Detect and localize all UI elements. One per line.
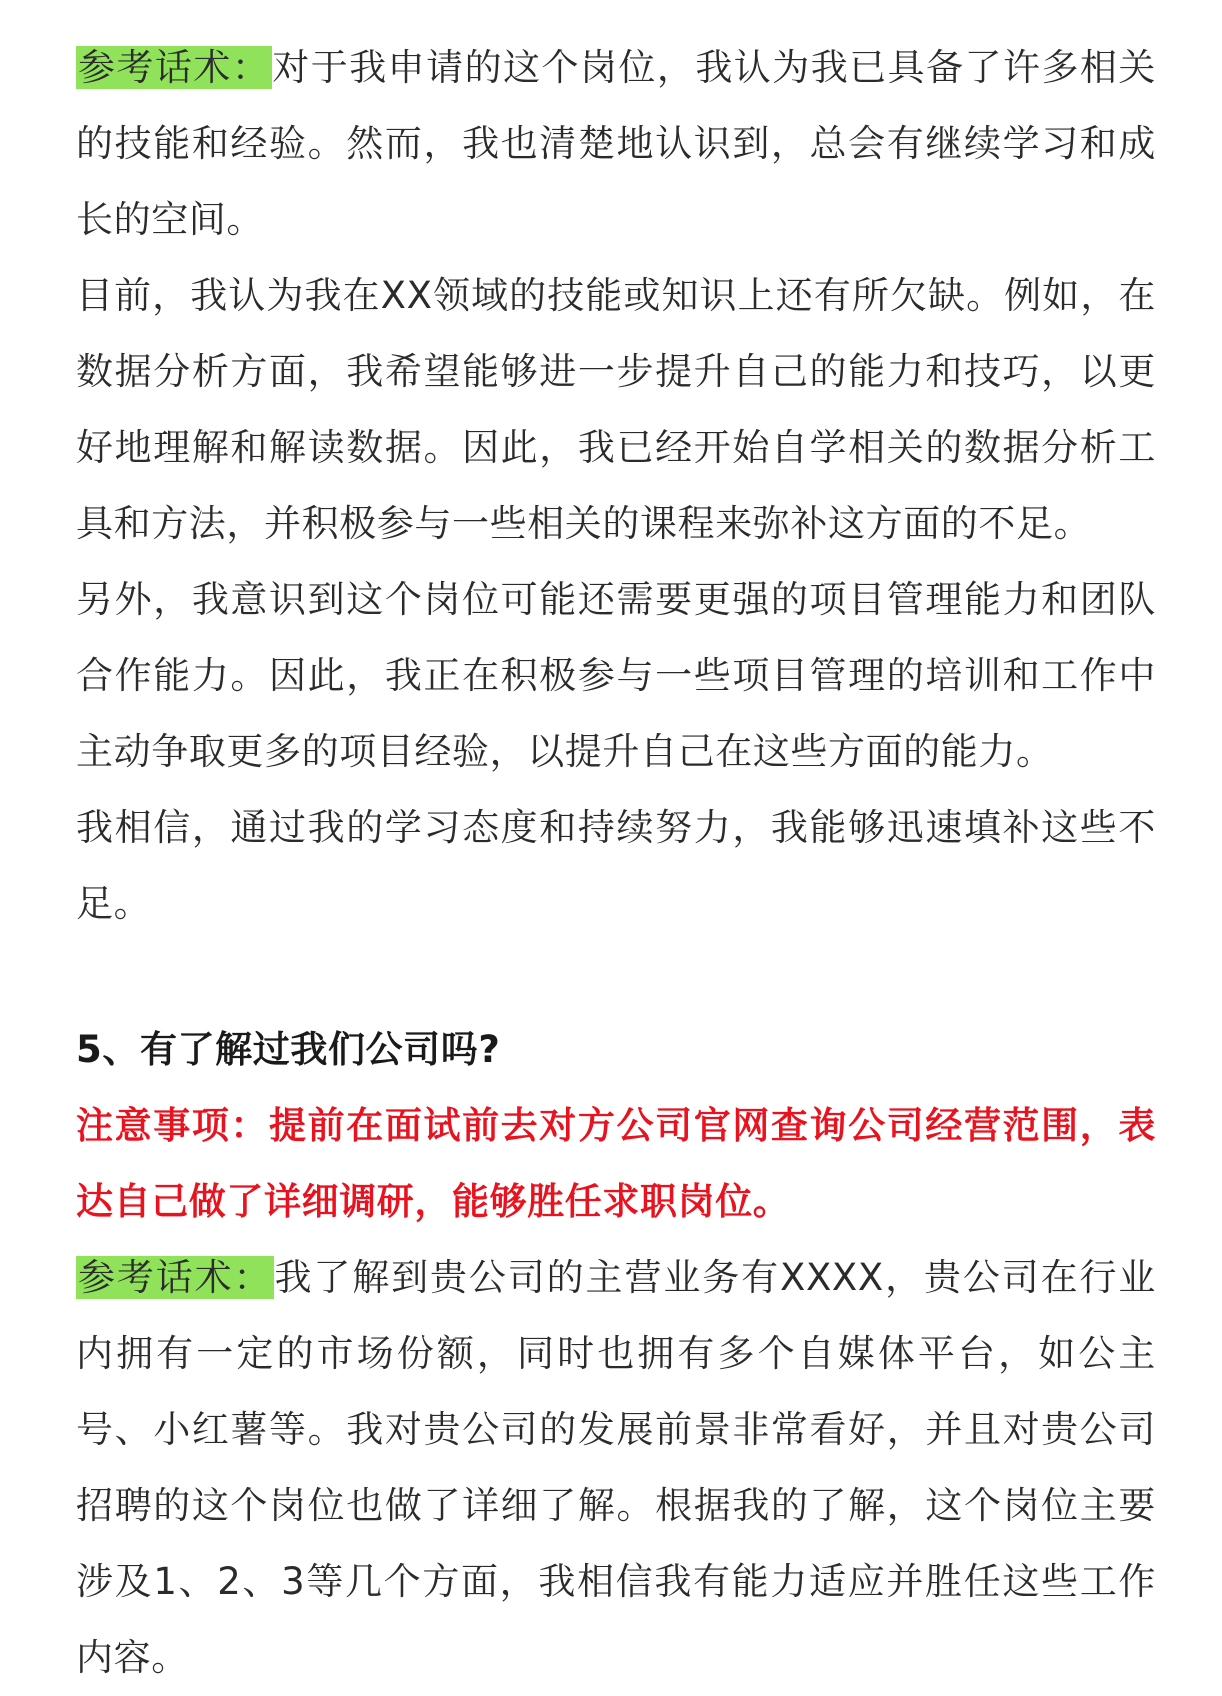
reference-script-paragraph bbox=[76, 30, 1156, 258]
document-page bbox=[76, 30, 1156, 1696]
reference-script-text: 对于我申请的这个岗位，我认为我已具备了许多相关的技能和经验。然而，我也清楚地认识到，总会有继续学习和成长的空间。 bbox=[76, 46, 1156, 241]
section-spacer bbox=[76, 942, 1156, 1012]
question-heading: 5、有了解过我们公司吗? bbox=[76, 1028, 501, 1071]
reference-script-label: 参考话术： bbox=[78, 1256, 273, 1299]
body-paragraph-skills: 目前，我认为我在XX领域的技能或知识上还有所欠缺。例如，在数据分析方面，我希望能够进一步提升自己的能力和技巧，以更好地理解和解读数据。因此，我已经开始自学相关的数据分析工具和方法，并积极参与一些相关的课程来弥补这方面的不足。 bbox=[76, 274, 1156, 545]
body-paragraph-management: 另外，我意识到这个岗位可能还需要更强的项目管理能力和团队合作能力。因此，我正在积极参与一些项目管理的培训和工作中主动争取更多的项目经验，以提升自己在这些方面的能力。 bbox=[76, 578, 1156, 773]
reference-script-label: 参考话术： bbox=[78, 46, 271, 89]
reference-script-paragraph-company bbox=[76, 1240, 1156, 1696]
body-paragraph-conclusion: 我相信，通过我的学习态度和持续努力，我能够迅速填补这些不足。 bbox=[76, 806, 1156, 925]
reference-script-text: 我了解到贵公司的主营业务有XXXX，贵公司在行业内拥有一定的市场份额，同时也拥有多个自媒体平台，如公主号、小红薯等。我对贵公司的发展前景非常看好，并且对贵公司招聘的这个岗位也做了详细了解。根据我的了解，这个岗位主要涉及1、2、3等几个方面，我相信我有能力适应并胜任这些工作内容。 bbox=[76, 1256, 1157, 1679]
notice-paragraph: 注意事项：提前在面试前去对方公司官网查询公司经营范围，表达自己做了详细调研，能够胜任求职岗位。 bbox=[76, 1104, 1156, 1223]
